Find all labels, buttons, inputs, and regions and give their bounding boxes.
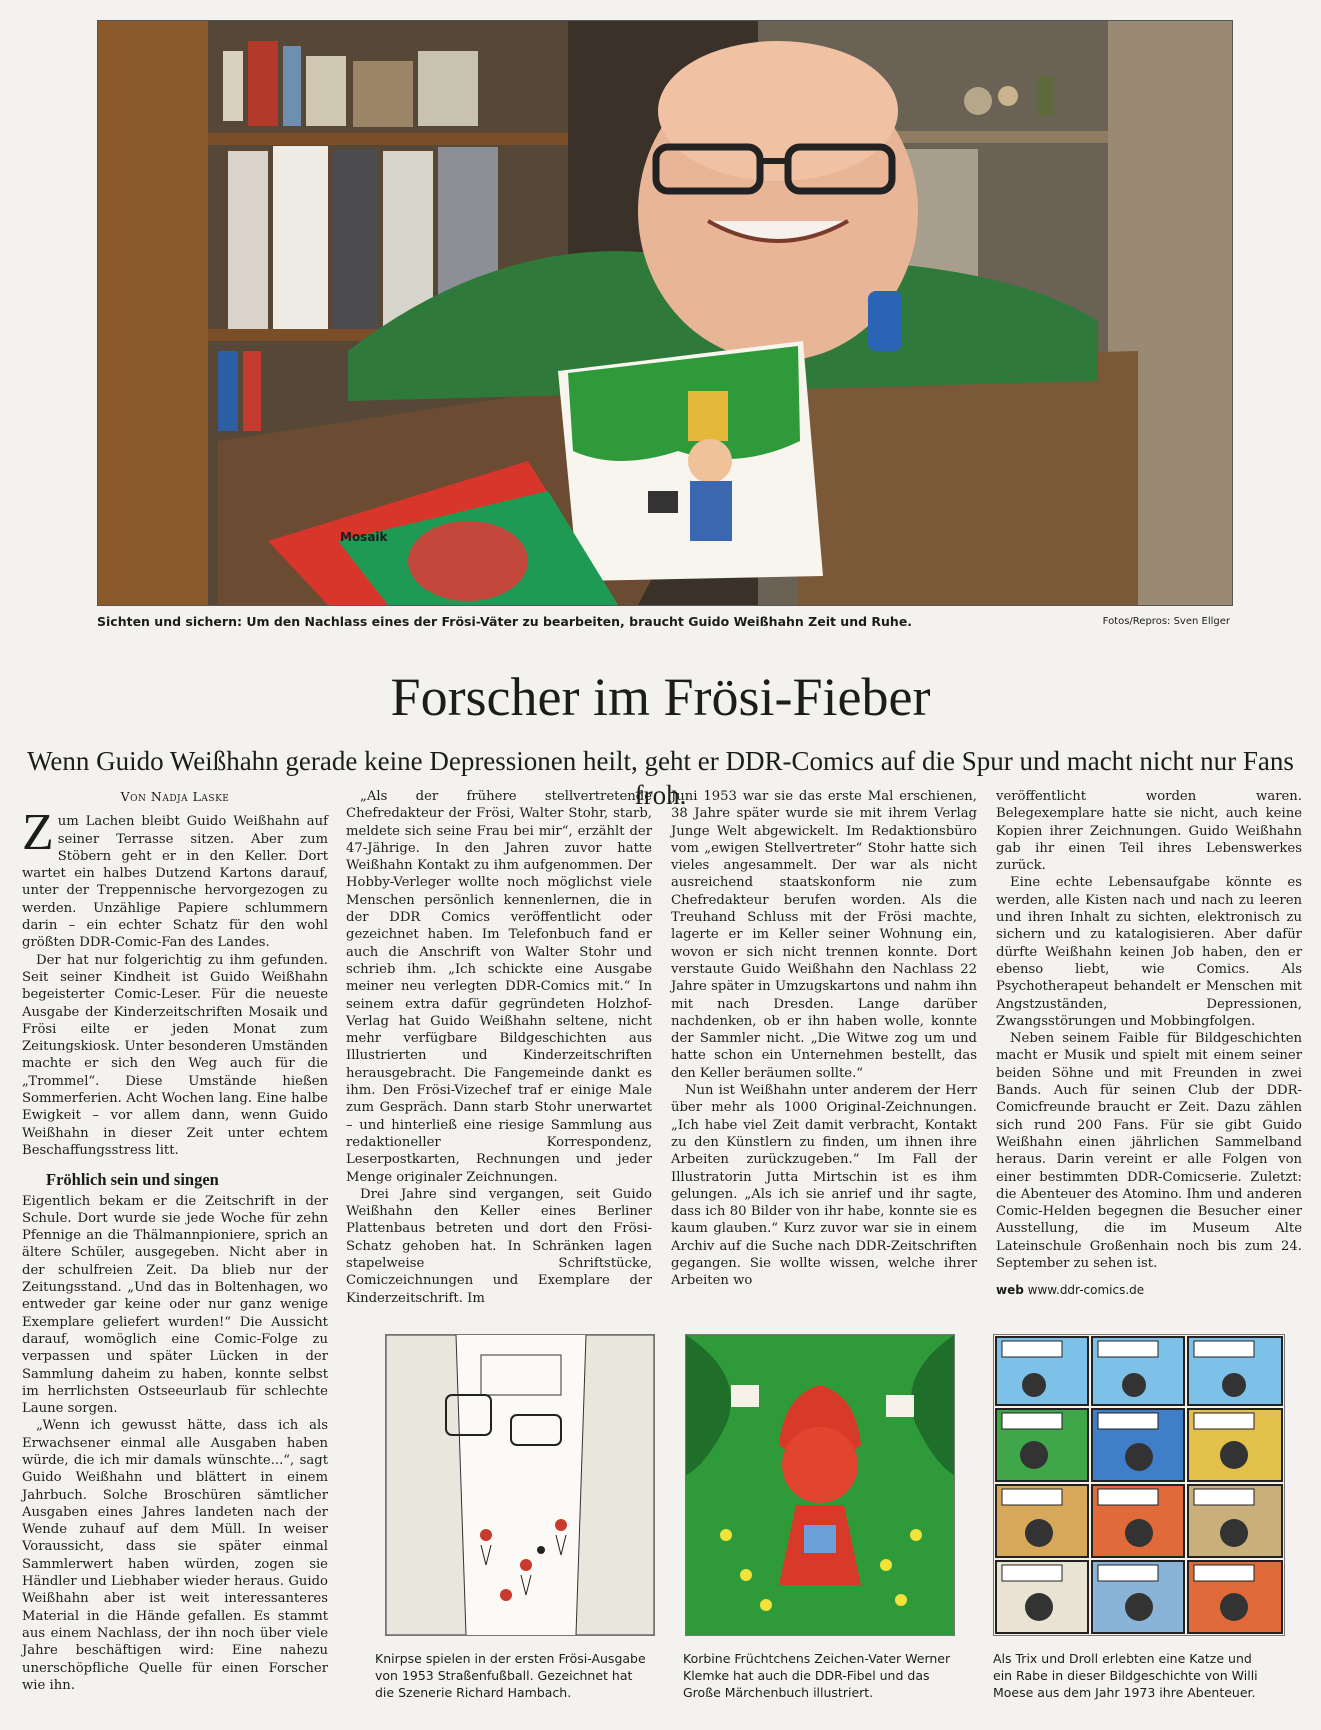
paragraph: Juni 1953 war sie das erste Mal erschienen, 38 Jahre später wurde sie mit ihrem Verlag Junge Welt abgewickelt. Im Redaktionsbüro vom „ewigen Stellvertreter“ Stohr hatte sich vieles angesammelt. Der war als nicht ausreichend staatskonform nie zum Chefredakteur berufen worden. Als die Treuhand Schluss mit der Frösi machte, lagerte er im Keller seiner Wohnung ein, wovon er sich nicht trennen konnte. Dort verstaute Guido Weißhahn den Nachlass 22 Jahre später in Umzugskartons und nahm ihn mit nach Dresden. Lange darüber nachdenken, ob er ihn haben wolle, konnte der Sammler nicht. „Die Witwe zog um und hatte schon ein Unternehmen bestellt, das den Keller beräumen sollte.“ (671, 789, 977, 1081)
comic-cover-label: Mosaik (340, 530, 388, 544)
paragraph: Zum Lachen bleibt Guido Weißhahn auf seiner Terrasse sitzen. Aber zum Stöbern geht er in den Keller. Dort wartet ein halbes Dutzend Kartons darauf, unter der Treppennische hervorgezogen zu werden. Unzählige Papiere schlummern darin – ein echter Schatz für den wohl größten DDR-Comic-Fan des Landes. (22, 804, 328, 951)
article-column-3 (671, 788, 977, 1290)
thumbnail-caption: Knirpse spielen in der ersten Frösi-Ausgabe von 1953 Straßenfußball. Gezeichnet hat die Szenerie Richard Hambach. (375, 1651, 646, 1700)
subheading: Fröhlich sein und singen (46, 1170, 219, 1190)
web-link-line (996, 1282, 1302, 1299)
thumbnail-street-football (385, 1334, 655, 1636)
byline: Von Nadja Laske (120, 789, 230, 804)
headline: Forscher im Frösi-Fieber (390, 667, 931, 727)
paragraph: Der hat nur folgerichtig zu ihm gefunden. Seit seiner Kindheit ist Guido Weißhahn begeisterter Comic-Leser. Für die neueste Ausgabe der Kinderzeitschriften Mosaik und Frösi eilte er jeden Monat zum Zeitungskiosk. Unter besonderen Umständen machte er sich den Weg auch für die „Trommel“. Diese Umstände hießen Sommerferien. Acht Wochen lang. Eine halbe Ewigkeit – vor allem dann, wenn Guido Weißhahn in dieser Zeit unter echtem Beschaffungsstress litt. (22, 952, 328, 1158)
paragraph: Drei Jahre sind vergangen, seit Guido Weißhahn den Keller eines Berliner Plattenbaus betreten und dort den Frösi-Schatz gehoben hat. In Schränken lagen stapelweise Schriftstücke, Comiczeichnungen und Exemplare der Kinderzeitschrift. Im (346, 1186, 652, 1306)
thumbnail-caption: Korbine Früchtchens Zeichen-Vater Werner Klemke hat auch die DDR-Fibel und das Große Märchenbuch illustriert. (683, 1651, 951, 1700)
paragraph: Neben seinem Faible für Bildgeschichten macht er Musik und spielt mit einem seiner beiden Söhne und mit Freunden in zwei Bands. Auch für seinen Club der DDR-Comicfreunde braucht er Zeit. Dazu zählen sich rund 200 Fans. Für sie gibt Guido Weißhahn einen jährlichen Sammelband heraus. Darin vereint er alle Folgen von einer bestimmten DDR-Comicserie. Zuletzt: die Abenteuer des Atomino. Ihm und anderen Comic-Helden begegnen die Besucher einer Ausstellung, die im Museum Alte Lateinschule Großenhain noch bis zum 24. September zu sehen ist. (996, 1031, 1302, 1272)
web-label: web (996, 1283, 1024, 1298)
article-column-1 (22, 788, 328, 1694)
thumbnail-trix-droll (993, 1334, 1285, 1636)
article-column-4 (996, 788, 1302, 1300)
paragraph: Eigentlich bekam er die Zeitschrift in der Schule. Dort wurde sie jede Woche für zehn Pfennige an die Thälmannpioniere, sprich an ältere Schüler, ausgegeben. Nicht aber in der schulfreien Zeit. Da blieb nur der Zeitungsstand. „Und das in Boltenhagen, wo entweder gar keine oder nur ganz wenige Exemplare geliefert wurden!“ Die Aussicht darauf, womöglich eine Comic-Folge zu verpassen und später Lücken in der Sammlung daheim zu haben, konnte selbst im herrlichsten Ostseeurlaub für schlechte Laune sorgen. (22, 1193, 328, 1417)
main-photo (97, 20, 1233, 606)
subheadline: Wenn Guido Weißhahn gerade keine Depressionen heilt, geht er DDR-Comics auf die Spur und macht nicht nur Fans froh. (27, 746, 1294, 810)
photo-caption: Sichten und sichern: Um den Nachlass eines der Frösi-Väter zu bearbeiten, braucht Guido Weißhahn Zeit und Ruhe. (97, 614, 913, 629)
paragraph: „Als der frühere stellvertretende Chefredakteur der Frösi, Walter Stohr, starb, meldete sich seine Frau bei mir“, erzählt der 47-Jährige. In den Jahren zuvor hatte Weißhahn Kontakt zu ihm aufgenommen. Der Hobby-Verleger wollte noch möglichst viele Menschen persönlich kennenlernen, die in der DDR Comics veröffentlicht oder gezeichnet haben. Im Telefonbuch fand er auch die Anschrift von Walter Stohr und schrieb ihm. „Ich schickte eine Ausgabe meiner neu verlegten DDR-Comics mit.“ In seinem extra dafür gegründeten Holzhof-Verlag hat Guido Weißhahn seltene, nicht mehr verfügbare Bildgeschichten aus Illustrierten und Kinderzeitschriften herausgebracht. Die Fangemeinde dankt es ihm. Den Frösi-Vizechef traf er einige Male zum Gespräch. Dann starb Stohr unerwartet – und hinterließ eine riesige Sammlung aus redaktioneller Korrespondenz, Leserpostkarten, Rechnungen und jeder Menge originaler Zeichnungen. (346, 789, 652, 1185)
web-link[interactable]: www.ddr-comics.de (1027, 1283, 1145, 1298)
paragraph: Eine echte Lebensaufgabe könnte es werden, alle Kisten nach und nach zu leeren und ihren Inhalt zu sichten, elektronisch zu sichern und zu katalogisieren. Aber dafür dürfte Weißhahn keinen Job haben, den er ebenso liebt, wie Comics. Als Psychotherapeut behandelt er Menschen mit Angstzuständen, Depressionen, Zwangsstörungen und Mobbingfolgen. (996, 875, 1302, 1029)
thumbnail-korbine (685, 1334, 955, 1636)
paragraph: veröffentlicht worden waren. Belegexemplare hatte sie nicht, auch keine Kopien ihrer Zeichnungen. Guido Weißhahn gab ihr einen Teil ihres Lebenswerkes zurück. (996, 789, 1302, 874)
article-column-2 (346, 788, 652, 1307)
paragraph: „Wenn ich gewusst hätte, dass ich als Erwachsener einmal alle Ausgaben haben würde, die ich mir damals wünschte...“, sagt Guido Weißhahn und blättert in einem Jahrbuch. Solche Broschüren sämtlicher Ausgaben eines Jahres landeten nach der Wende zuhauf auf dem Müll. In weiser Voraussicht, dass sie später einmal Sammlerwert haben würden, zogen sie Händler und Liebhaber wieder heraus. Guido Weißhahn aber ist weit interessanteres Material in die Hände gefallen. Es stammt aus einem Nachlass, der ihn noch über viele Jahre beschäftigen wird: Eine nahezu unerschöpfliche Quelle für einen Forscher wie ihn. (22, 1418, 328, 1693)
paragraph: Nun ist Weißhahn unter anderem der Herr über mehr als 1000 Original-Zeichnungen. „Ich habe viel Zeit damit verbracht, Kontakt zu den Künstlern zu finden, um ihnen ihre Arbeiten zurückzugeben.“ Im Fall der Illustratorin Jutta Mirtschin ist es ihm gelungen. „Als ich sie anrief und ihr sagte, dass ich 80 Bilder von ihr habe, konnte sie es kaum glauben.“ Kurz zuvor war sie in einem Archiv auf die Suche nach DDR-Zeitschriften gegangen. Sie wollte wissen, welche ihrer Arbeiten wo (671, 1083, 977, 1289)
thumbnail-caption: Als Trix und Droll erlebten eine Katze und ein Rabe in dieser Bildgeschichte von Willi Moese aus dem Jahr 1973 ihre Abenteuer. (993, 1651, 1258, 1700)
photo-credit: Fotos/Repros: Sven Ellger (1102, 616, 1230, 627)
